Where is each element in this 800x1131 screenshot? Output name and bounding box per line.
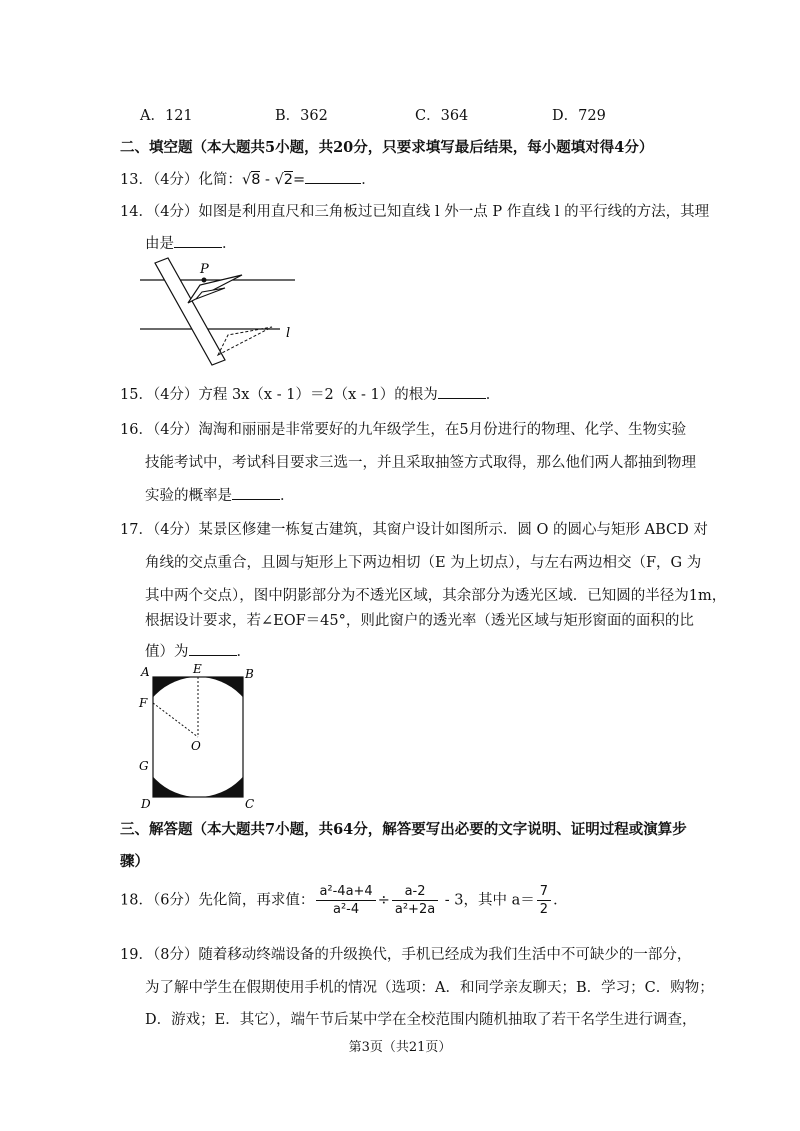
question-16-line1: 16．（4分）淘淘和丽丽是非常要好的九年级学生，在5月份进行的物理、化学、生物实验	[120, 422, 687, 438]
question-18	[120, 884, 568, 917]
question-17-line2: 角线的交点重合，且圆与矩形上下两边相切（E 为上切点），与左右两边相交（F，G 为	[145, 555, 702, 571]
choice-b: B．362	[275, 108, 328, 124]
choice-d: D．729	[552, 108, 606, 124]
q18-frac3-den: 2	[539, 902, 549, 917]
label-l: l	[286, 326, 291, 341]
q14-end: ．	[222, 236, 237, 252]
q15-answer-blank[interactable]	[438, 397, 486, 399]
q18-div: ÷	[377, 892, 390, 909]
label-d: D	[141, 797, 151, 811]
q18-tail: - 3，其中 a＝	[440, 892, 535, 909]
q18-frac2-num: a-2	[392, 884, 438, 901]
q18-fraction-1	[316, 884, 375, 917]
q13-radicand-b: 2	[283, 172, 294, 188]
label-o: O	[191, 739, 201, 753]
label-p: P	[200, 262, 209, 277]
question-19-line2: 为了解中学生在假期使用手机的情况（选项：A．和同学亲友聊天；B．学习；C．购物；	[145, 980, 714, 996]
question-17-line5	[145, 640, 251, 661]
question-15	[120, 383, 500, 404]
label-g: G	[139, 759, 149, 773]
label-c: C	[245, 797, 255, 811]
section2-header: 二、填空题（本大题共5小题，共20分，只要求填写最后结果，每小题填对得4分）	[120, 139, 654, 156]
q14-line2-prefix: 由是	[145, 236, 174, 252]
section3-header-line2: 骤）	[120, 853, 149, 870]
question-19-line3: D．游戏；E．其它），端午节后某中学在全校范围内随机抽取了若干名学生进行调查，	[145, 1012, 697, 1028]
section3-header-line1: 三、解答题（本大题共7小题，共64分，解答要写出必要的文字说明、证明过程或演算步	[120, 821, 687, 838]
q18-frac2-den: a²+2a	[394, 902, 436, 917]
q13-prefix: 13．（4分）化简：	[120, 172, 242, 188]
q18-frac1-num: a²-4a+4	[316, 884, 375, 901]
q16-line3-prefix: 实验的概率是	[145, 488, 232, 504]
label-b: B	[245, 667, 254, 681]
label-f: F	[139, 696, 148, 710]
q13-radicand-a: 8	[251, 172, 261, 188]
label-e: E	[193, 662, 202, 676]
question-13: 13．（4分）化简：√8 - √2= ．	[120, 172, 376, 188]
q18-fraction-3	[537, 884, 551, 917]
question-19-line1: 19．（8分）随着移动终端设备的升级换代，手机已经成为我们生活中不可缺少的一部分，	[120, 947, 692, 963]
q13-answer-blank[interactable]	[305, 182, 361, 184]
ruler	[155, 258, 225, 365]
figure-ruler-triangle	[130, 255, 310, 375]
q17-line5-prefix: 值）为	[145, 644, 189, 660]
q15-prefix: 15．（4分）方程 3x（x - 1）＝2（x - 1）的根为	[120, 387, 438, 403]
q18-frac3-num: 7	[537, 884, 551, 901]
q14-answer-blank[interactable]	[174, 246, 222, 248]
q15-end: ．	[485, 387, 501, 403]
q17-end: ．	[236, 644, 251, 660]
point-p	[202, 278, 207, 283]
q13-equals: =	[293, 172, 306, 188]
q18-prefix: 18．（6分）先化简，再求值：	[120, 892, 315, 909]
q16-answer-blank[interactable]	[232, 498, 280, 500]
choice-a: A．121	[140, 108, 193, 124]
question-16-line3	[145, 484, 295, 505]
question-17-line4: 根据设计要求，若∠EOF＝45°，则此窗户的透光率（透光区域与矩形窗面的面积的比	[145, 613, 694, 629]
q18-end: ．	[553, 892, 568, 909]
q16-end: ．	[280, 488, 295, 504]
page-footer: 第3页（共21页）	[348, 1040, 452, 1055]
label-a: A	[141, 665, 150, 679]
figure-window	[135, 662, 265, 812]
choice-c: C．364	[415, 108, 469, 124]
triangle-bottom	[218, 327, 272, 355]
q13-end: ．	[361, 172, 376, 188]
question-14-line2	[145, 232, 237, 253]
question-16-line2: 技能考试中，考试科目要求三选一，并且采取抽签方式取得，那么他们两人都抽到物理	[145, 455, 696, 471]
question-17-line3: 其中两个交点），图中阴影部分为不透光区域，其余部分为透光区域．已知圆的半径为1m，	[145, 588, 727, 604]
question-17-line1: 17．（4分）某景区修建一栋复古建筑，其窗户设计如图所示．圆 O 的圆心与矩形 ABCD 对	[120, 522, 708, 538]
q18-fraction-2	[392, 884, 438, 917]
q13-minus: -	[260, 172, 275, 188]
question-14-line1: 14．（4分）如图是利用直尺和三角板过已知直线 l 外一点 P 作直线 l 的平行线的方法，其理	[120, 204, 710, 220]
q18-frac1-den: a²-4	[333, 902, 360, 917]
q17-answer-blank[interactable]	[189, 654, 237, 656]
